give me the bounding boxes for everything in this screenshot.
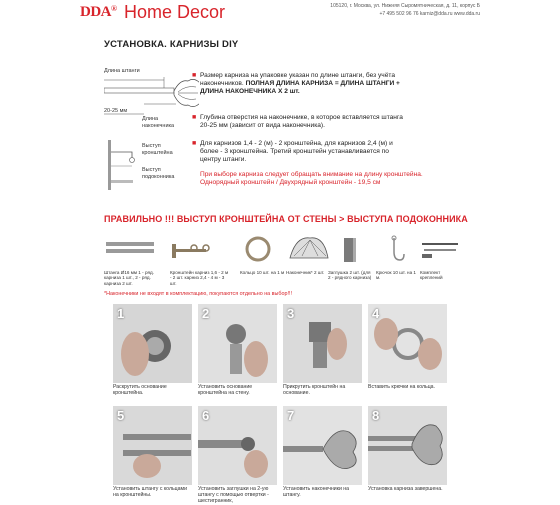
components-note: *Наконечники не входят в комплектацию, покупаются отдельно на выбор!!!: [104, 291, 292, 297]
step-label: Установить наконечники на штангу.: [283, 486, 350, 499]
component-label-ring: Кольцо 10 шт. на 1 м: [240, 270, 285, 275]
sill-projection-label: Выступ подоконника: [142, 167, 175, 180]
screws-icon: [418, 232, 478, 268]
rod-diagram: [104, 74, 199, 194]
ring-icon: [230, 232, 290, 268]
step-number: 1: [117, 306, 125, 321]
depth-label: 20-25 мм: [104, 108, 128, 114]
step-number: 4: [372, 306, 380, 321]
step-number: 7: [287, 408, 295, 423]
step-photo: [198, 304, 277, 383]
step-photo: [368, 406, 447, 485]
step-photo: [113, 304, 192, 383]
step-photo: [368, 304, 447, 383]
component-label-end-cap: Заглушка 2 шт. (для 2 - рядного карниза): [328, 270, 372, 281]
rod-length-label: Длина штанги: [104, 68, 140, 74]
component-label-finial: Наконечник* 2 шт.: [286, 270, 325, 275]
bracket-warning: При выборе карниза следует обращать внимание на длину кронштейна. Однорядный кронштейн / Двухрядный кронштейн - 19,5 см: [200, 171, 423, 186]
step-label: Прикрутить кронштейн на основание.: [283, 384, 346, 397]
bullet-item: ■ Глубина отверстия на наконечнике, в которое вставляется штанга 20-25 мм (зависит от вида наконечника).: [192, 114, 403, 129]
bullet-square-icon: ■: [192, 140, 197, 147]
step-photo: [198, 406, 277, 485]
bullet-item: ■ Для карнизов 1,4 - 2 (м) - 2 кронштейна, для карнизов 2,4 (м) и более - 3 кронштейна. Третий кронштейн устанавливается по центру штанги.: [192, 140, 393, 163]
step-number: 8: [372, 408, 380, 423]
step-photo: [283, 304, 362, 383]
finial-length-label: Длина наконечника: [142, 116, 175, 129]
step-label: Установить основание кронштейна на стену.: [198, 384, 253, 397]
step-number: 3: [287, 306, 295, 321]
component-label-hook: Крючок 10 шт. на 1 м.: [376, 270, 416, 281]
bullet-square-icon: ■: [192, 114, 197, 121]
step-number: 5: [117, 408, 125, 423]
component-label-screws: Комплект креплений: [420, 270, 443, 281]
page-title: УСТАНОВКА. КАРНИЗЫ DIY: [104, 39, 239, 50]
step-number: 2: [202, 306, 210, 321]
step-label: Установить штангу с кольцами на кронштейны.: [113, 486, 188, 499]
correct-banner: ПРАВИЛЬНО !!! ВЫСТУП КРОНШТЕЙНА ОТ СТЕНЫ > ВЫСТУПА ПОДОКОННИКА: [104, 214, 468, 224]
bracket-projection-label: Выступ кронштейна: [142, 143, 173, 156]
company-contacts: +7 495 502 96 76 karniz@dda.ru www.dda.ru: [379, 11, 480, 17]
step-label: Вставить крючки на кольца.: [368, 384, 435, 390]
component-label-bracket: Кронштейн карниз 1,6 - 2 м - 2 шт. карниз 2,4 - 4 м - 3 шт.: [170, 270, 229, 286]
bullet-square-icon: ■: [192, 72, 197, 79]
step-photo: [283, 406, 362, 485]
rod-icon: [104, 232, 164, 268]
brand-name: Home Decor: [124, 2, 226, 22]
step-number: 6: [202, 408, 210, 423]
company-address: 105120, г. Москва, ул. Нижняя Сыромятническая, д. 11, корпус Б: [330, 3, 480, 9]
bullet-item: ■ Размер карниза на упаковке указан по длине штанги, без учёта наконечников. ПОЛНАЯ ДЛИНА КАРНИЗА = ДЛИНА ШТАНГИ + ДЛИНА НАКОНЕЧНИКА Х 2 шт.: [192, 72, 400, 95]
brand-logo: DDA®: [80, 4, 117, 20]
step-label: Установить заглушки на 2-ую штангу с помощью отвертки - шестигранник,: [198, 486, 269, 505]
header-contacts: [260, 2, 480, 18]
full-length-formula: ПОЛНАЯ ДЛИНА КАРНИЗА = ДЛИНА ШТАНГИ + ДЛИНА НАКОНЕЧНИКА Х 2 шт.: [200, 80, 400, 95]
step-photo: [113, 406, 192, 485]
step-label: Раскрутить основание кронштейна.: [113, 384, 167, 397]
bracket-icon: [164, 232, 224, 268]
step-label: Установка карниза завершена.: [368, 486, 443, 492]
finial-icon: [174, 79, 199, 106]
component-label-rod: Штанга Ø16 мм 1 - ряд. карниза 1 шт., 2 - ряд. карниза 2 шт.: [104, 270, 154, 286]
